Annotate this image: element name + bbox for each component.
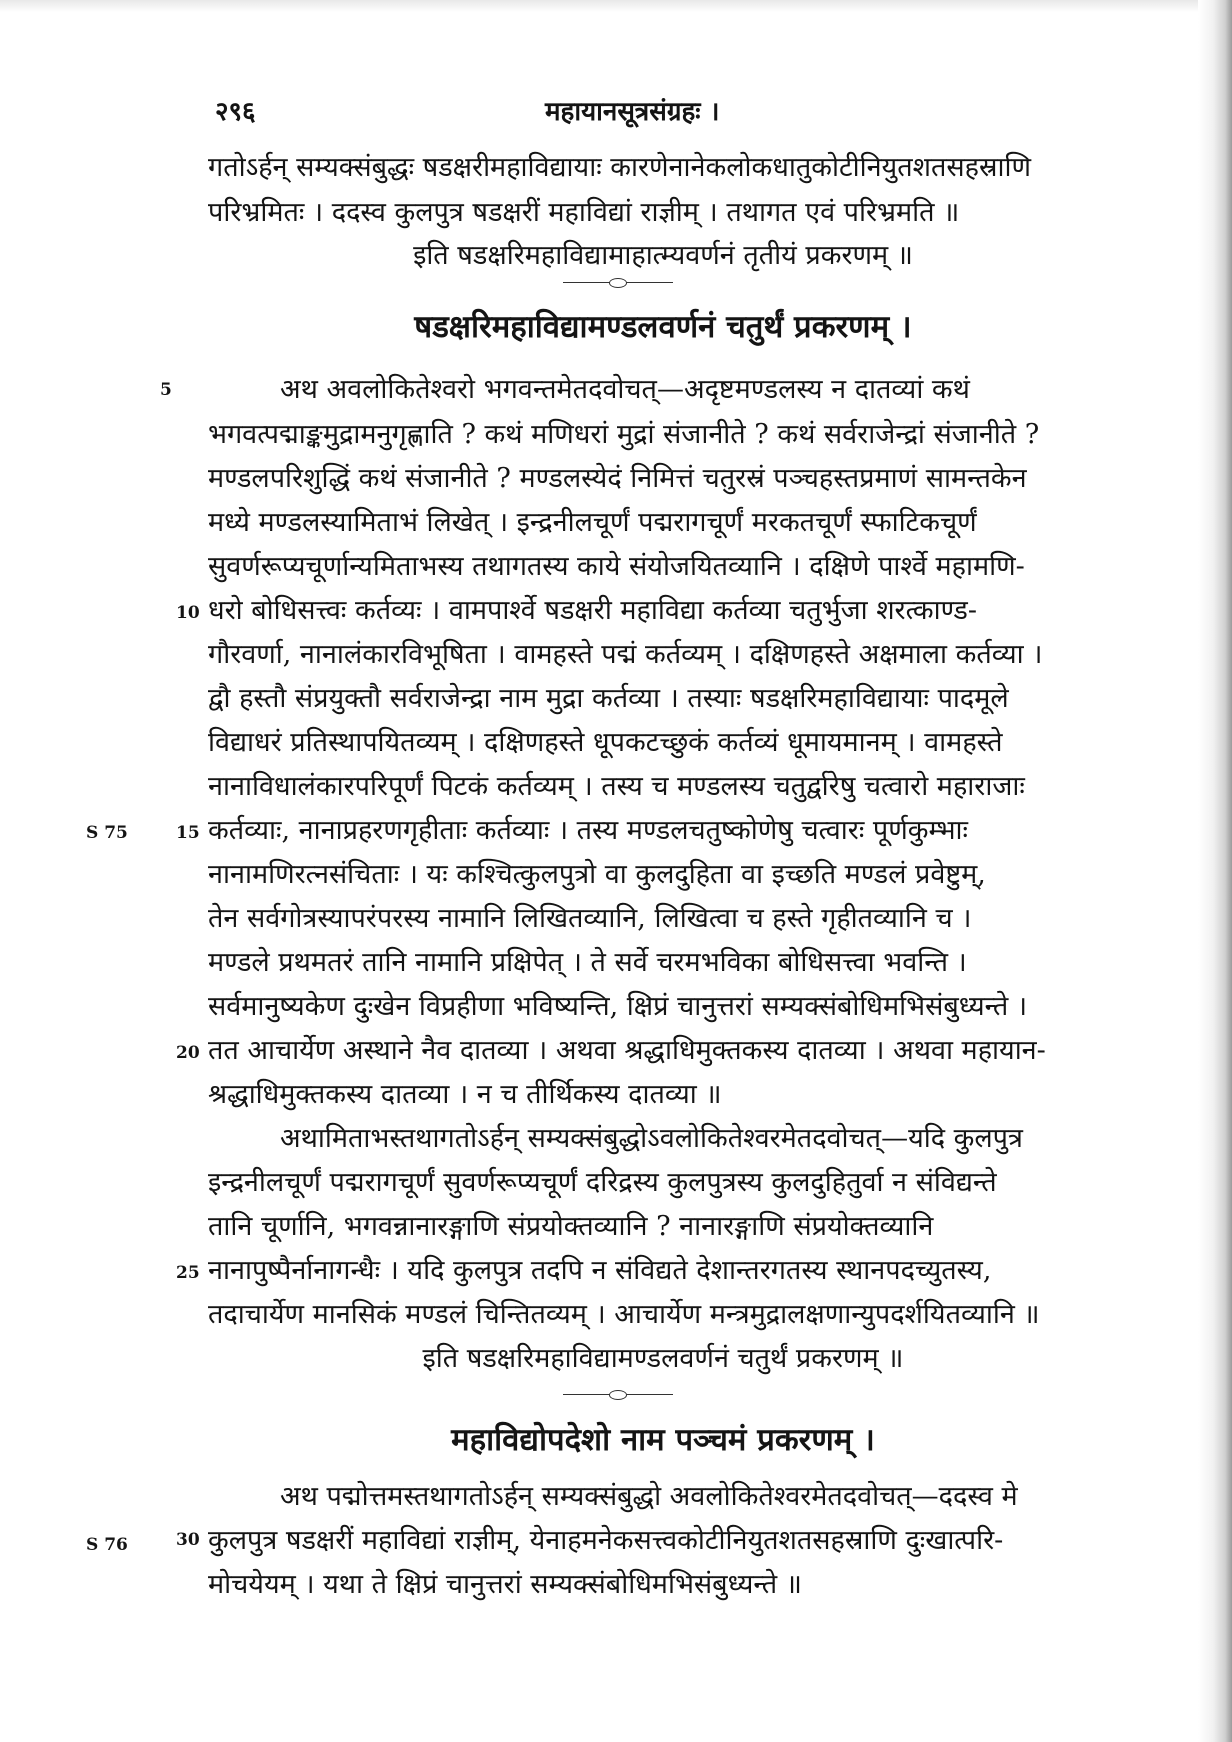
chapter-heading: षडक्षरिमहाविद्यामण्डलवर्णनं चतुर्थं प्रकरणम् । xyxy=(414,309,912,345)
text-line: नानाविधालंकारपरिपूर्णं पिटकं कर्तव्यम् । तस्य च मण्डलस्य चतुर्द्वारेषु चत्वारो महाराजाः xyxy=(208,771,1025,802)
text-line: सर्वमानुष्यकेण दुःखेन विप्रहीणा भविष्यन्ति, क्षिप्रं चानुत्तरां सम्यक्संबोधिमभिसंबुध्यन्ते । xyxy=(208,991,1028,1022)
text-line: तानि चूर्णानि, भगवन्नानारङ्गाणि संप्रयोक्तव्यानि ? नानारङ्गाणि संप्रयोक्तव्यानि xyxy=(208,1211,934,1242)
line-number: 30 xyxy=(176,1530,200,1550)
text-line: द्वौ हस्तौ संप्रयुक्तौ सर्वराजेन्द्रा नाम मुद्रा कर्तव्या । तस्याः षडक्षरिमहाविद्यायाः पादमूले xyxy=(208,683,1009,714)
line-number: 10 xyxy=(176,603,200,623)
text-line: मण्डलपरिशुद्धिं कथं संजानीते ? मण्डलस्येदं निमित्तं चतुरस्रं पञ्चहस्तप्रमाणं सामन्तकेन xyxy=(208,463,1027,494)
page-top-shadow xyxy=(0,0,1232,12)
text-line: तदाचार्येण मानसिकं मण्डलं चिन्तितव्यम् । आचार्येण मन्त्रमुद्रालक्षणान्युपदर्शयितव्यानि ॥ xyxy=(208,1299,1040,1330)
text-line: कर्तव्याः, नानाप्रहरणगृहीताः कर्तव्याः । तस्य मण्डलचतुष्कोणेषु चत्वारः पूर्णकुम्भाः xyxy=(208,815,968,846)
line-number: 25 xyxy=(176,1263,200,1283)
running-header xyxy=(0,92,1232,132)
margin-reference: S 75 xyxy=(86,823,128,843)
page-binding-edge xyxy=(1198,0,1232,1742)
text-line: मोचयेयम् । यथा ते क्षिप्रं चानुत्तरां सम्यक्संबोधिमभिसंबुध्यन्ते ॥ xyxy=(208,1569,802,1600)
text-line: नानापुष्पैर्नानागन्धैः । यदि कुलपुत्र तदपि न संविद्यते देशान्तरगतस्य स्थानपदच्युतस्य, xyxy=(208,1255,992,1286)
chapter-colophon: इति षडक्षरिमहाविद्यामाहात्म्यवर्णनं तृतीयं प्रकरणम् ॥ xyxy=(413,240,913,271)
text-line: भगवत्पद्माङ्कमुद्रामनुगृह्णाति ? कथं मणिधरां मुद्रां संजानीते ? कथं सर्वराजेन्द्रां संजानीते ? xyxy=(208,419,1040,450)
text-line: अथ पद्मोत्तमस्तथागतोऽर्हन् सम्यक्संबुद्धो अवलोकितेश्वरमेतदवोचत्—ददस्व मे xyxy=(280,1481,1018,1512)
line-number: 5 xyxy=(160,380,172,400)
running-title: महायानसूत्रसंग्रहः । xyxy=(545,97,720,127)
line-number: 20 xyxy=(176,1043,200,1063)
text-line: इन्द्रनीलचूर्णं पद्मरागचूर्णं सुवर्णरूप्यचूर्णं दरिद्रस्य कुलपुत्रस्य कुलदुहितुर्वा न संविद्यन्ते xyxy=(208,1167,997,1198)
text-line: गौरवर्णा, नानालंकारविभूषिता । वामहस्ते पद्मं कर्तव्यम् । दक्षिणहस्ते अक्षमाला कर्तव्या । xyxy=(208,639,1043,670)
text-line: परिभ्रमितः । ददस्व कुलपुत्र षडक्षरीं महाविद्यां राज्ञीम् । तथागत एवं परिभ्रमति ॥ xyxy=(208,197,960,228)
text-line: कुलपुत्र षडक्षरीं महाविद्यां राज्ञीम्, येनाहमनेकसत्त्वकोटीनियुतशतसहस्राणि दुःखात्परि- xyxy=(208,1525,1004,1556)
text-line: मण्डले प्रथमतरं तानि नामानि प्रक्षिपेत् । ते सर्वे चरमभविका बोधिसत्त्वा भवन्ति । xyxy=(208,947,967,978)
text-line: अथामिताभस्तथागतोऽर्हन् सम्यक्संबुद्धोऽवलोकितेश्वरमेतदवोचत्—यदि कुलपुत्र xyxy=(280,1123,1023,1154)
text-line: मध्ये मण्डलस्यामिताभं लिखेत् । इन्द्रनीलचूर्णं पद्मरागचूर्णं मरकतचूर्णं स्फाटिकचूर्णं xyxy=(208,507,977,538)
text-line: तेन सर्वगोत्रस्यापरंपरस्य नामानि लिखितव्यानि, लिखित्वा च हस्ते गृहीतव्यानि च । xyxy=(208,903,972,934)
text-line: नानामणिरत्नसंचिताः । यः कश्चित्कुलपुत्रो वा कुलदुहिता वा इच्छति मण्डलं प्रवेष्टुम्, xyxy=(208,859,986,890)
text-line: सुवर्णरूप्यचूर्णान्यमिताभस्य तथागतस्य काये संयोजयितव्यानि । दक्षिणे पार्श्वे महामणि- xyxy=(208,551,1025,582)
text-line: तत आचार्येण अस्थाने नैव दातव्या । अथवा श्रद्धाधिमुक्तकस्य दातव्या । अथवा महायान- xyxy=(208,1035,1046,1066)
text-line: गतोऽर्हन् सम्यक्संबुद्धः षडक्षरीमहाविद्यायाः कारणेनानेकलोकधातुकोटीनियुतशतसहस्राणि xyxy=(208,152,1031,183)
margin-reference: S 76 xyxy=(86,1535,128,1555)
text-line: विद्याधरं प्रतिस्थापयितव्यम् । दक्षिणहस्ते धूपकटच्छुकं कर्तव्यं धूमायमानम् । वामहस्ते xyxy=(208,727,1003,758)
chapter-colophon: इति षडक्षरिमहाविद्यामण्डलवर्णनं चतुर्थं प्रकरणम् ॥ xyxy=(422,1343,904,1374)
ornament-divider xyxy=(563,276,673,288)
text-line: अथ अवलोकितेश्वरो भगवन्तमेतदवोचत्—अदृष्टमण्डलस्य न दातव्यां कथं xyxy=(280,374,970,405)
chapter-heading: महाविद्योपदेशो नाम पञ्चमं प्रकरणम् । xyxy=(451,1422,875,1458)
text-line: धरो बोधिसत्त्वः कर्तव्यः । वामपार्श्वे षडक्षरी महाविद्या कर्तव्या चतुर्भुजा शरत्काण्ड- xyxy=(208,595,978,626)
page-number: २९६ xyxy=(215,97,256,127)
text-line: श्रद्धाधिमुक्तकस्य दातव्या । न च तीर्थिकस्य दातव्या ॥ xyxy=(208,1079,722,1110)
line-number: 15 xyxy=(176,823,200,843)
ornament-divider xyxy=(563,1388,673,1400)
